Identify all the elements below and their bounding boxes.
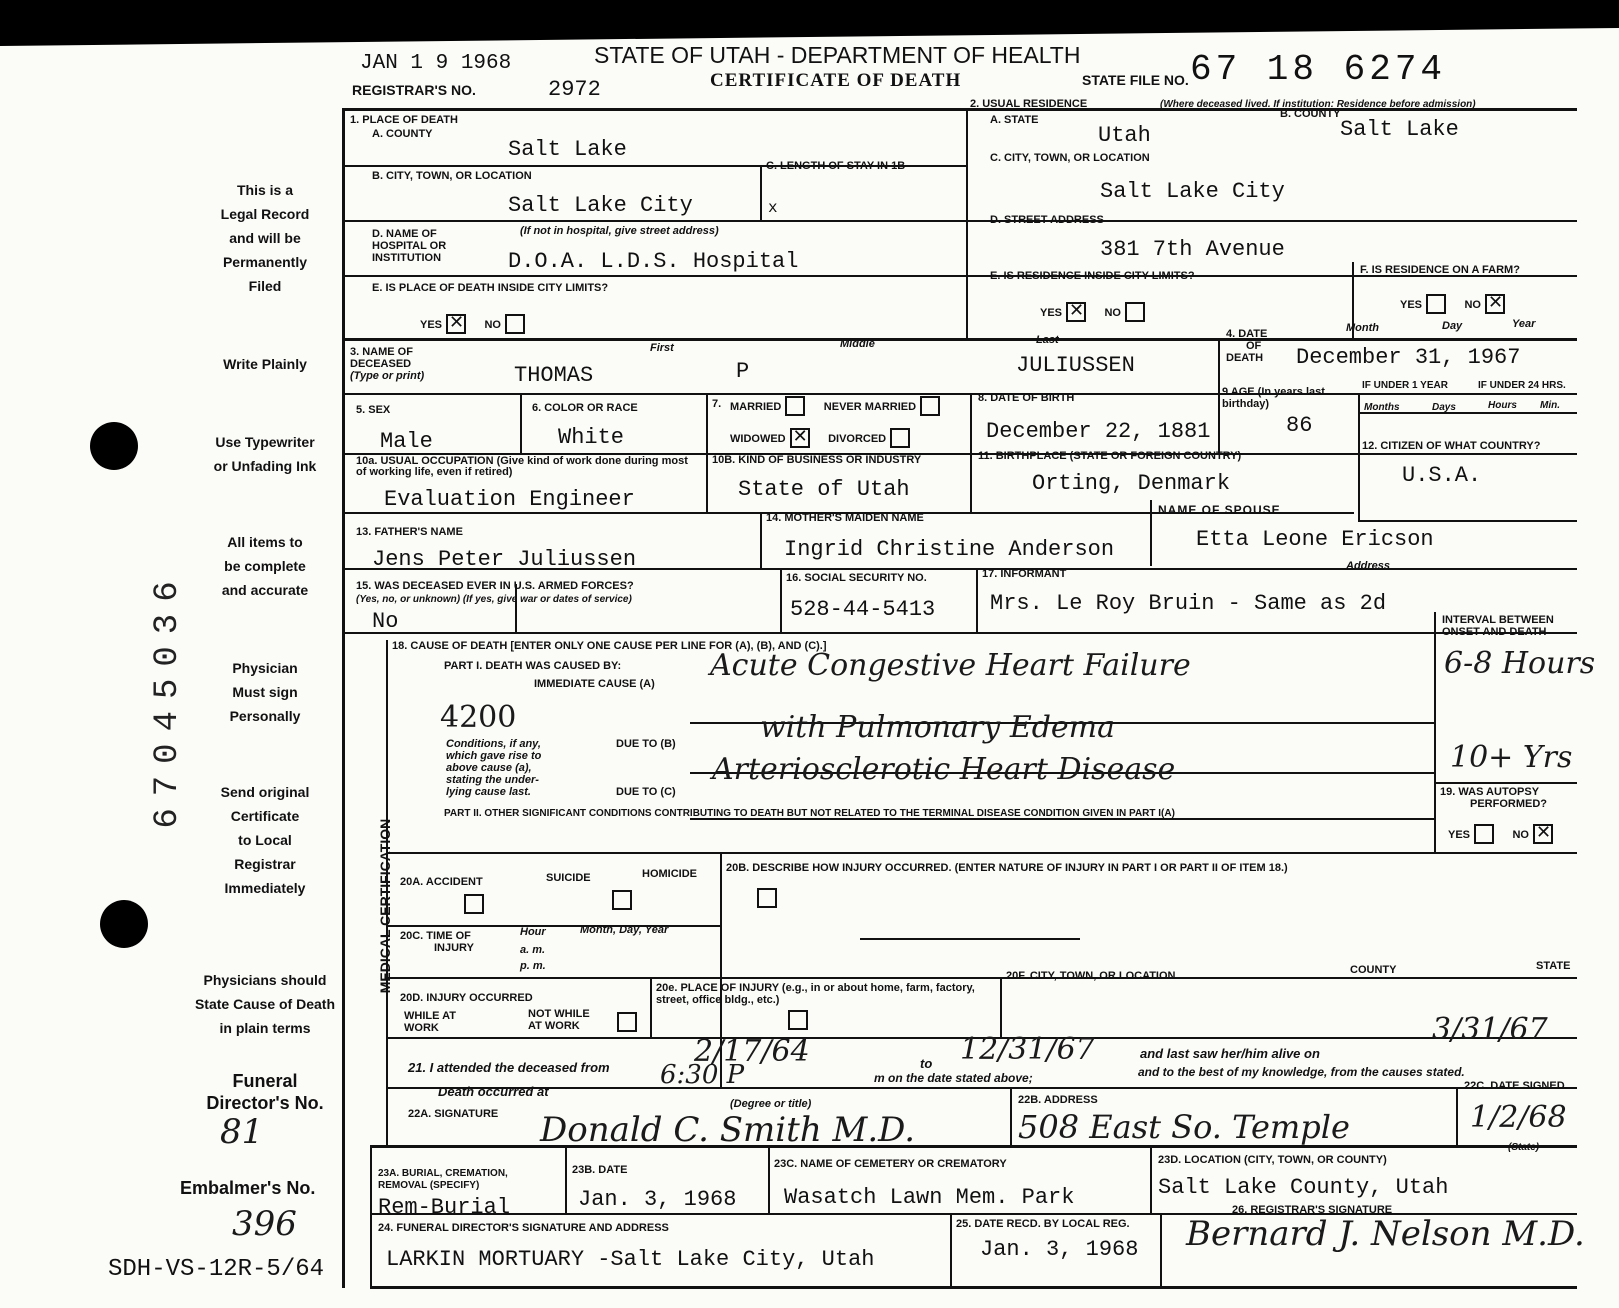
burial-date-label: 23B. DATE (572, 1164, 628, 1176)
hospital-note: (If not in hospital, give street address) (520, 225, 719, 237)
city-label: B. CITY, TOWN, OR LOCATION (372, 170, 532, 182)
residence-city-label: C. CITY, TOWN, OR LOCATION (990, 152, 1150, 164)
residence-city-yes-checkbox[interactable] (1066, 302, 1086, 322)
business-label: 10B. KIND OF BUSINESS OR INDUSTRY (712, 454, 922, 466)
residence-city-limits-label: E. IS RESIDENCE INSIDE CITY LIMITS? (990, 270, 1195, 282)
father-label: 13. FATHER'S NAME (356, 526, 463, 538)
sex-label: 5. SEX (356, 404, 391, 416)
received-stamp: JAN 1 9 1968 (360, 52, 512, 75)
state-small-label: (State) (1508, 1142, 1540, 1153)
residence-county: Salt Lake (1340, 117, 1459, 142)
attended-to: 12/31/67 (960, 1032, 1095, 1067)
date-signed-label: 22C. DATE SIGNED (1464, 1080, 1565, 1092)
certificate-title: CERTIFICATE OF DEATH (710, 70, 962, 91)
armed-forces: No (372, 609, 399, 634)
street-address-label: D. STREET ADDRESS (990, 214, 1104, 226)
funeral-director-label: Funeral Director's No. (206, 1071, 324, 1113)
state-title: STATE OF UTAH - DEPARTMENT OF HEALTH (594, 42, 1081, 68)
attended-label: 21. I attended the deceased from (408, 1060, 610, 1075)
business: State of Utah (738, 477, 910, 502)
homicide-label: HOMICIDE (642, 868, 697, 880)
suicide-label: SUICIDE (546, 872, 591, 884)
spouse-label: NAME OF SPOUSE (1158, 503, 1281, 517)
on-date-label: m on the date stated above; (874, 1071, 1033, 1085)
registrar-label: REGISTRAR'S NO. (352, 82, 476, 98)
interval-a: 6-8 Hours (1444, 646, 1596, 681)
homicide-checkbox[interactable] (757, 888, 777, 908)
spouse-name: Etta Leone Ericson (1196, 527, 1434, 552)
never-married-checkbox[interactable] (920, 396, 940, 416)
vertical-certificate-number: 67045036 (149, 569, 187, 829)
suicide-checkbox[interactable] (612, 890, 632, 910)
injury-occurred-label: 20D. INJURY OCCURRED (400, 992, 533, 1004)
to-label: to (920, 1056, 933, 1071)
medical-certification-label: MEDICAL CERTIFICATION (377, 818, 393, 994)
widowed-checkbox[interactable] (790, 428, 810, 448)
min-label: Min. (1540, 400, 1560, 411)
form-code: SDH-VS-12R-5/64 (108, 1256, 325, 1283)
farm-no-checkbox[interactable] (1485, 294, 1505, 314)
date-of-death: December 31, 1967 (1296, 345, 1521, 370)
mother-maiden-name: Ingrid Christine Anderson (784, 537, 1115, 562)
due-to-c-label: DUE TO (C) (616, 786, 676, 798)
address-22b-label: 22B. ADDRESS (1018, 1094, 1098, 1106)
last-saw-label: and last saw her/him alive on (1140, 1046, 1320, 1061)
autopsy-options: YES NO✕ (1448, 824, 1567, 844)
length-of-stay: x (768, 199, 778, 217)
cause-of-death-label: 18. CAUSE OF DEATH [ENTER ONLY ONE CAUSE PER LINE FOR (A), (B), AND (C).] (392, 640, 827, 652)
part-1-label: PART I. DEATH WAS CAUSED BY: (444, 660, 622, 672)
ssn-label: 16. SOCIAL SECURITY NO. (786, 572, 927, 584)
residence-street: 381 7th Avenue (1100, 237, 1285, 262)
age-label: 9 AGE (In years last birthday) (1222, 386, 1325, 410)
residence-city-no-checkbox[interactable] (1125, 302, 1145, 322)
cemetery-label: 23C. NAME OF CEMETERY OR CREMATORY (774, 1158, 1007, 1170)
cemetery-location-label: 23D. LOCATION (CITY, TOWN, OR COUNTY) (1158, 1154, 1387, 1166)
usual-residence-label: 2. USUAL RESIDENCE (970, 98, 1088, 110)
informant: Mrs. Le Roy Bruin - Same as 2d (990, 591, 1387, 616)
race: White (558, 425, 625, 450)
autopsy-no-checkbox[interactable] (1533, 824, 1553, 844)
funeral-director-number: 81 (220, 1112, 264, 1152)
length-of-stay-label: C. LENGTH OF STAY IN 1B (766, 160, 906, 172)
inside-city-no-checkbox[interactable] (505, 314, 525, 334)
first-name: THOMAS (514, 363, 594, 388)
part-2-label: PART II. OTHER SIGNIFICANT CONDITIONS CONTRIBUTING TO DEATH BUT NOT RELATED TO THE TERMINAL DISEASE CONDITION GIVEN IN PART I(A) (444, 808, 1175, 819)
death-occurred-label: Death occurred at (438, 1084, 549, 1099)
due-to-b-label: DUE TO (B) (616, 738, 676, 750)
embalmer-label: Embalmer's No. (180, 1178, 316, 1198)
injury-city-label: 20F. CITY, TOWN, OR LOCATION (1006, 970, 1176, 982)
legal-record-note: This is a Legal Record and will be Permanently Filed (220, 182, 310, 294)
informant-label: 17. INFORMANT (982, 568, 1067, 580)
divorced-checkbox[interactable] (890, 428, 910, 448)
race-label: 6. COLOR OR RACE (532, 402, 638, 414)
place-of-injury-label: 20e. PLACE OF INJURY (e.g., in or about home, farm, factory, street, office bldg., etc.) (656, 982, 975, 1006)
father-name: Jens Peter Juliussen (372, 547, 637, 572)
death-city: Salt Lake City (508, 193, 693, 218)
state-file-label: STATE FILE NO. (1082, 72, 1189, 88)
immediate-cause-label: IMMEDIATE CAUSE (A) (534, 678, 655, 690)
marital-label: 7. (712, 398, 722, 410)
time-of-injury-label: 20C. TIME OF INJURY (400, 930, 474, 954)
cause-code: 4200 (440, 700, 517, 735)
inside-city-label: E. IS PLACE OF DEATH INSIDE CITY LIMITS? (372, 282, 609, 294)
immediate-cause: Acute Congestive Heart Failure (710, 648, 1191, 683)
hospital-label: D. NAME OF HOSPITAL OR INSTITUTION (372, 228, 447, 264)
citizenship: U.S.A. (1402, 463, 1482, 488)
conditions-note: Conditions, if any, which gave rise to above cause (a), stating the under- lying cause last. (446, 738, 542, 798)
physician-address: 508 East So. Temple (1018, 1108, 1350, 1146)
hospital-name: D.O.A. L.D.S. Hospital (508, 249, 799, 274)
marital-row1: MARRIED NEVER MARRIED (730, 396, 954, 416)
month-label: Month (1346, 322, 1379, 334)
punch-hole (100, 900, 148, 948)
hours-label: Hours (1488, 400, 1517, 411)
write-plainly-note: Write Plainly (223, 356, 307, 372)
social-security-number: 528-44-5413 (790, 597, 936, 622)
pm-label: p. m. (520, 960, 546, 972)
injury-description-line (860, 938, 1080, 940)
send-original-note: Send original Certificate to Local Registrar Immediately (220, 784, 310, 896)
cemetery-name: Wasatch Lawn Mem. Park (784, 1185, 1075, 1210)
while-at-work-checkbox[interactable] (617, 1012, 637, 1032)
residence-note: (Where deceased lived. If institution: Residence before admission) (1160, 99, 1476, 110)
occupation-label: 10a. USUAL OCCUPATION (Give kind of work done during most of working life, even if retired) (356, 455, 688, 478)
county-label: A. COUNTY (372, 128, 433, 140)
best-knowledge-label: and to the best of my knowledge, from the causes stated. (1138, 1065, 1465, 1079)
mother-label: 14. MOTHER'S MAIDEN NAME (766, 512, 924, 524)
registrar-signature-label: 26. REGISTRAR'S SIGNATURE (1232, 1204, 1393, 1216)
last-name: JULIUSSEN (1016, 353, 1135, 378)
physician-signature: Donald C. Smith M.D. (540, 1110, 916, 1150)
embalmer-number: 396 (232, 1204, 297, 1244)
marital-row2: WIDOWED✕ DIVORCED (730, 428, 924, 448)
injury-county-label: COUNTY (1350, 964, 1397, 976)
date-signed: 1/2/68 (1470, 1100, 1567, 1135)
registrar-number: 2972 (548, 77, 601, 102)
degree-label: (Degree or title) (730, 1098, 812, 1110)
accident-label: 20A. ACCIDENT (400, 876, 483, 888)
date-of-death-label: 4. DATE OF DEATH (1226, 328, 1268, 364)
age: 86 (1286, 413, 1313, 438)
first-label: First (650, 342, 674, 354)
hour-label: Hour (520, 926, 546, 938)
middle-label: Middle (840, 338, 875, 350)
punch-hole (90, 422, 138, 470)
cause-plain-note: Physicians should State Cause of Death in plain terms (194, 972, 336, 1036)
married-checkbox[interactable] (785, 396, 805, 416)
last-saw-date: 3/31/67 (1432, 1012, 1548, 1047)
farm-options: YES NO✕ (1400, 294, 1519, 314)
date-received: Jan. 3, 1968 (980, 1237, 1139, 1262)
interval-c: 10+ Yrs (1450, 740, 1573, 775)
year-label: Year (1512, 318, 1536, 330)
injury-state-label: STATE (1536, 960, 1571, 972)
birthplace-label: 11. BIRTHPLACE (STATE OR FOREIGN COUNTRY) (978, 450, 1242, 462)
place-of-death-label: 1. PLACE OF DEATH (350, 114, 458, 126)
armed-forces-label: 15. WAS DECEASED EVER IN U.S. ARMED FORCES? (356, 580, 634, 592)
state-label: A. STATE (990, 114, 1039, 126)
days-label: Days (1432, 402, 1456, 413)
while-at-work-label: WHILE AT WORK (404, 1010, 456, 1034)
residence-county-label: B. COUNTY (1280, 108, 1341, 120)
autopsy-label: 19. WAS AUTOPSY PERFORMED? (1440, 786, 1547, 810)
day-label: Day (1442, 320, 1463, 332)
month-day-year-label: Month, Day, Year (580, 924, 669, 936)
am-label: a. m. (520, 944, 546, 956)
typewriter-note: Use Typewriter or Unfading Ink (213, 434, 317, 474)
inside-city-yes-checkbox[interactable] (446, 314, 466, 334)
under-1-year-label: IF UNDER 1 YEAR (1362, 380, 1448, 391)
interval-label: INTERVAL BETWEEN ONSET AND DEATH (1442, 614, 1554, 638)
state-file-number: 67 18 6274 (1190, 49, 1447, 90)
residence-city-limits-options: YES✕ NO (1040, 302, 1159, 322)
disposition: Rem-Burial (378, 1195, 511, 1220)
funeral-director-sig-label: 24. FUNERAL DIRECTOR'S SIGNATURE AND ADDRESS (378, 1222, 669, 1234)
signature-label: 22A. SIGNATURE (408, 1108, 499, 1120)
burial-date: Jan. 3, 1968 (578, 1187, 737, 1212)
death-time: 6:30 P (660, 1060, 745, 1090)
address-label: Address (1346, 560, 1391, 572)
date-received-label: 25. DATE RECD. BY LOCAL REG. (956, 1218, 1130, 1230)
death-county: Salt Lake (508, 137, 627, 162)
birthplace: Orting, Denmark (1032, 471, 1231, 496)
not-at-work-label: NOT WHILE AT WORK (528, 1008, 590, 1032)
registrar-signature: Bernard J. Nelson M.D. (1186, 1214, 1585, 1254)
under-24-hrs-label: IF UNDER 24 HRS. (1478, 380, 1566, 391)
inside-city-options: YES✕ NO (420, 314, 539, 334)
disposition-label: 23A. BURIAL, CREMATION, REMOVAL (SPECIFY) (378, 1168, 508, 1191)
citizen-label: 12. CITIZEN OF WHAT COUNTRY? (1362, 440, 1541, 452)
autopsy-yes-checkbox[interactable] (1474, 824, 1494, 844)
complete-note: All items to be complete and accurate (221, 534, 309, 598)
months-label: Months (1364, 402, 1400, 413)
farm-yes-checkbox[interactable] (1426, 294, 1446, 314)
date-of-birth: December 22, 1881 (986, 419, 1211, 444)
sex: Male (380, 429, 433, 454)
armed-forces-note: (Yes, no, or unknown) (If yes, give war or dates of service) (356, 594, 632, 605)
funeral-home: LARKIN MORTUARY -Salt Lake City, Utah (386, 1247, 875, 1272)
due-to-c-cause: Arteriosclerotic Heart Disease (712, 752, 1176, 787)
residence-city: Salt Lake City (1100, 179, 1285, 204)
middle-name: P (736, 359, 750, 384)
dob-label: 8. DATE OF BIRTH (978, 392, 1075, 404)
not-at-work-checkbox[interactable] (788, 1010, 808, 1030)
physician-sign-note: Physician Must sign Personally (229, 660, 301, 724)
last-label: Last (1036, 334, 1059, 346)
accident-checkbox[interactable] (464, 894, 484, 914)
residence-state: Utah (1098, 123, 1151, 148)
occupation: Evaluation Engineer (384, 487, 635, 512)
cemetery-location: Salt Lake County, Utah (1158, 1175, 1449, 1200)
farm-label: F. IS RESIDENCE ON A FARM? (1360, 264, 1520, 276)
injury-description-label: 20B. DESCRIBE HOW INJURY OCCURRED. (ENTER NATURE OF INJURY IN PART I OR PART II OF ITEM 18.) (726, 862, 1288, 874)
deceased-name-label: 3. NAME OF DECEASED (Type or print) (350, 346, 425, 382)
attended-from: 2/17/64 (694, 1034, 810, 1069)
due-to-b-cause: with Pulmonary Edema (760, 710, 1116, 745)
